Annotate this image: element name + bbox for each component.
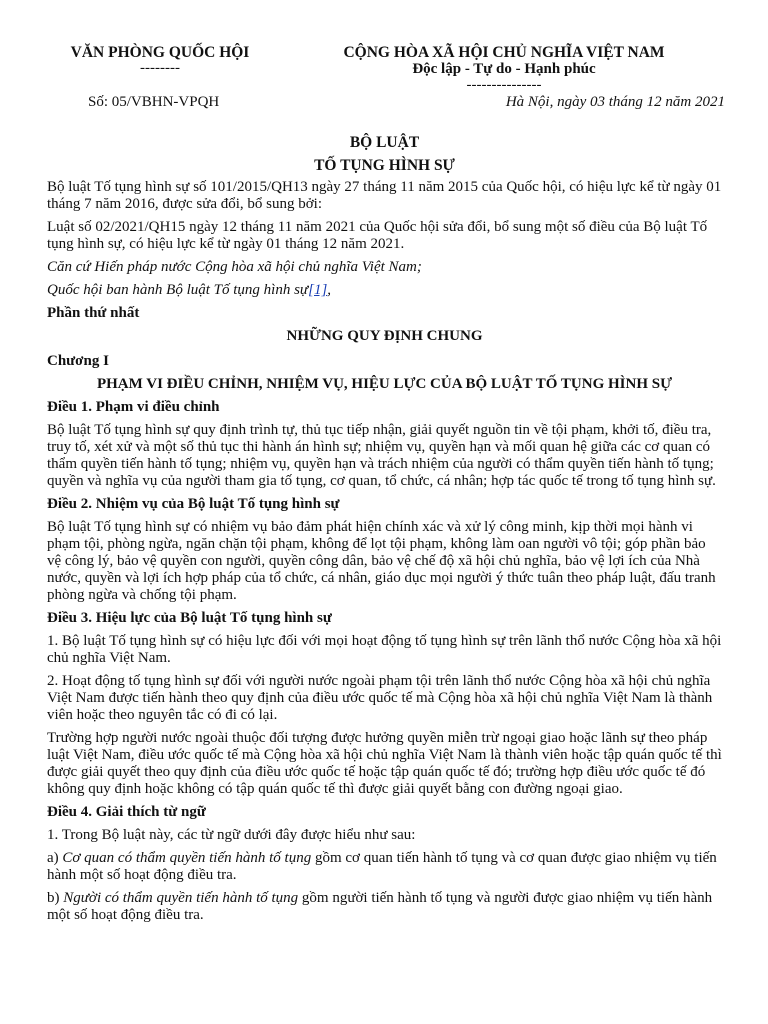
chapter-label: Chương I: [47, 353, 109, 369]
point-a-definition: gồm cơ quan tiến hành tố tụng và cơ quan được giao nhiệm vụ tiến hành một số hoạt động điều tra.: [47, 850, 717, 883]
intro-paragraph-2: Luật số 02/2021/QH15 ngày 12 tháng 11 năm 2021 của Quốc hội sửa đổi, bổ sung một số điều của Bộ luật Tố tụng hình sự, có hiệu lực kể từ ngày 01 tháng 12 năm 2021.: [47, 219, 708, 252]
document-body: [47, 134, 722, 930]
article-3-heading: Điều 3. Hiệu lực của Bộ luật Tố tụng hình sự: [47, 610, 332, 626]
national-title: CỘNG HÒA XÃ HỘI CHỦ NGHĨA VIỆT NAM: [343, 44, 665, 61]
point-b-prefix: b): [47, 890, 64, 906]
article-1-heading: Điều 1. Phạm vi điều chỉnh: [47, 399, 220, 415]
point-a-term: Cơ quan có thẩm quyền tiến hành tố tụng: [62, 850, 312, 866]
place-and-date: Hà Nội, ngày 03 tháng 12 năm 2021: [505, 94, 725, 110]
article-4-point-a: [47, 850, 722, 884]
motto-divider: ---------------: [466, 77, 542, 93]
legal-basis: Căn cứ Hiến pháp nước Cộng hòa xã hội chủ nghĩa Việt Nam;: [47, 259, 422, 275]
enactment-end: ,: [327, 282, 332, 298]
article-3-clause-2-continued: Trường hợp người nước ngoài thuộc đối tượng được hưởng quyền miễn trừ ngoại giao hoặc lãnh sự theo pháp luật Việt Nam, điều ước quốc tế mà Cộng hòa xã hội chủ nghĩa Việt Nam là thành viên hoặc tập quán quốc tế thì được giải quyết theo quy định của điều ước quốc tế hoặc tập quán quốc tế đó; trường hợp điều ước quốc tế đó không quy định hoặc không có tập quán quốc tế thì được giải quyết bằng con đường ngoại giao.: [47, 730, 722, 797]
document-number: Số: 05/VBHN-VPQH: [88, 94, 220, 110]
part-label: Phần thứ nhất: [47, 305, 140, 321]
article-4-clause-1: 1. Trong Bộ luật này, các từ ngữ dưới đây được hiểu như sau:: [47, 827, 416, 843]
enactment-clause: [47, 282, 722, 299]
article-2-heading: Điều 2. Nhiệm vụ của Bộ luật Tố tụng hình sự: [47, 496, 340, 512]
law-name-title: TỐ TỤNG HÌNH SỰ: [314, 157, 455, 174]
part-title: NHỮNG QUY ĐỊNH CHUNG: [286, 328, 483, 344]
point-b-definition: gồm người tiến hành tố tụng và người được giao nhiệm vụ tiến hành một số hoạt động điều tra.: [47, 890, 713, 923]
law-type-title: BỘ LUẬT: [349, 134, 420, 151]
article-3-clause-1: 1. Bộ luật Tố tụng hình sự có hiệu lực đối với mọi hoạt động tố tụng hình sự trên lãnh thổ nước Cộng hòa xã hội chủ nghĩa Việt Nam.: [47, 633, 722, 666]
article-4-heading: Điều 4. Giải thích từ ngữ: [47, 804, 206, 820]
article-4-point-b: [47, 890, 722, 924]
issuing-agency-block: [55, 44, 265, 77]
point-b-term: Người có thẩm quyền tiến hành tố tụng: [63, 890, 299, 906]
footnote-link[interactable]: [1]: [308, 282, 328, 298]
point-a-prefix: a): [47, 850, 63, 866]
article-2-body: Bộ luật Tố tụng hình sự có nhiệm vụ bảo đảm phát hiện chính xác và xử lý công minh, kịp thời mọi hành vi phạm tội, phòng ngừa, ngăn chặn tội phạm, không để lọt tội phạm, không làm oan người vô tội; góp phần bảo vệ công lý, bảo vệ quyền con người, quyền công dân, bảo vệ chế độ xã hội chủ nghĩa, bảo vệ lợi ích của Nhà nước, quyền và lợi ích hợp pháp của tổ chức, cá nhân, giáo dục mọi người ý thức tuân theo pháp luật, đấu tranh phòng ngừa và chống tội phạm.: [47, 519, 716, 603]
issuing-agency: VĂN PHÒNG QUỐC HỘI: [70, 44, 250, 61]
national-motto: Độc lập - Tự do - Hạnh phúc: [412, 61, 596, 77]
intro-paragraph-1: Bộ luật Tố tụng hình sự số 101/2015/QH13 ngày 27 tháng 11 năm 2015 của Quốc hội, có hiệu lực kể từ ngày 01 tháng 7 năm 2016, được sửa đổi, bổ sung bởi:: [47, 179, 722, 212]
agency-divider: --------: [140, 60, 180, 76]
article-3-clause-2: 2. Hoạt động tố tụng hình sự đối với người nước ngoài phạm tội trên lãnh thổ nước Cộng hòa xã hội chủ nghĩa Việt Nam được tiến hành theo quy định của điều ước quốc tế mà Cộng hòa xã hội chủ nghĩa Việt Nam là thành viên hoặc theo nguyên tắc có đi có lại.: [47, 673, 713, 723]
article-1-body: Bộ luật Tố tụng hình sự quy định trình tự, thủ tục tiếp nhận, giải quyết nguồn tin về tội phạm, khởi tố, điều tra, truy tố, xét xử và một số thủ tục thi hành án hình sự; nhiệm vụ, quyền hạn và mối quan hệ giữa các cơ quan có thẩm quyền tiến hành tố tụng; nhiệm vụ, quyền hạn và trách nhiệm của người có thẩm quyền tiến hành tố tụng; quyền và nghĩa vụ của người tham gia tố tụng, cơ quan, tổ chức, cá nhân; hợp tác quốc tế trong tố tụng hình sự.: [47, 422, 716, 489]
enactment-text: Quốc hội ban hành Bộ luật Tố tụng hình sự: [47, 282, 309, 298]
national-title-block: [300, 44, 708, 94]
chapter-title: PHẠM VI ĐIỀU CHỈNH, NHIỆM VỤ, HIỆU LỰC CỦA BỘ LUẬT TỐ TỤNG HÌNH SỰ: [96, 376, 673, 392]
